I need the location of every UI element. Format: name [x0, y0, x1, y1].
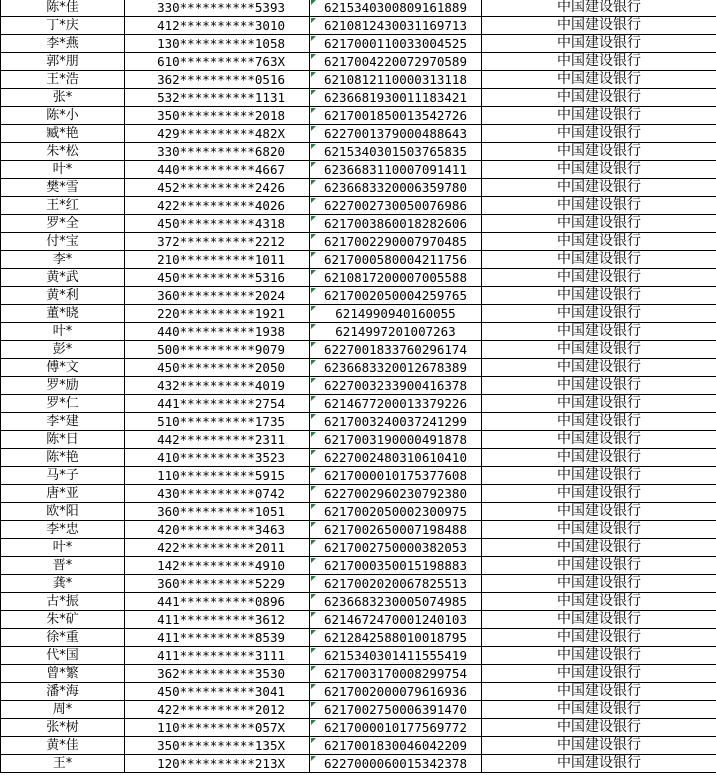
bank-name-cell[interactable]: 中国建设银行	[482, 233, 716, 251]
account-number-cell[interactable]: 6236683320012678389	[310, 359, 482, 377]
bank-name-cell[interactable]: 中国建设银行	[482, 395, 716, 413]
bank-name-cell[interactable]: 中国建设银行	[482, 53, 716, 71]
table-row	[1, 485, 716, 503]
table-row	[1, 413, 716, 431]
bank-name-cell[interactable]: 中国建设银行	[482, 503, 716, 521]
id-number-cell[interactable]: 420**********3463	[125, 521, 310, 539]
account-number-cell[interactable]: 6212842588010018795	[310, 629, 482, 647]
bank-name-cell[interactable]: 中国建设银行	[482, 359, 716, 377]
id-number-cell[interactable]: 411**********3612	[125, 611, 310, 629]
account-number-cell[interactable]: 6217003240037241299	[310, 413, 482, 431]
account-number-cell[interactable]: 6227002480310610410	[310, 449, 482, 467]
table-row	[1, 701, 716, 719]
account-number-cell[interactable]: 6217000010175377608	[310, 467, 482, 485]
bank-name-cell[interactable]: 中国建设银行	[482, 683, 716, 701]
table-row	[1, 107, 716, 125]
name-cell[interactable]: 黄*武	[1, 269, 125, 287]
account-number-cell[interactable]: 6236683110007091411	[310, 161, 482, 179]
table-row	[1, 341, 716, 359]
account-number-cell[interactable]: 6210812430031169713	[310, 17, 482, 35]
id-number-cell[interactable]: 422**********4026	[125, 197, 310, 215]
account-number-cell[interactable]: 6217003170008299754	[310, 665, 482, 683]
bank-name-cell[interactable]: 中国建设银行	[482, 377, 716, 395]
bank-name-cell[interactable]: 中国建设银行	[482, 449, 716, 467]
account-number-cell[interactable]: 6236683320006359780	[310, 179, 482, 197]
account-number-cell[interactable]: 6214997201007263	[310, 323, 482, 341]
id-number-cell[interactable]: 452**********2426	[125, 179, 310, 197]
account-number-cell[interactable]: 6217000110033004525	[310, 35, 482, 53]
id-number-cell[interactable]: 362**********3530	[125, 665, 310, 683]
bank-name-cell[interactable]: 中国建设银行	[482, 143, 716, 161]
account-number-cell[interactable]: 6215340301503765835	[310, 143, 482, 161]
bank-name-cell[interactable]: 中国建设银行	[482, 521, 716, 539]
name-cell[interactable]: 王*红	[1, 197, 125, 215]
account-number-cell[interactable]: 6227003233900416378	[310, 377, 482, 395]
table-row	[1, 125, 716, 143]
account-number-cell[interactable]: 6215340301411555419	[310, 647, 482, 665]
bank-name-cell[interactable]: 中国建设银行	[482, 179, 716, 197]
table-row	[1, 269, 716, 287]
id-number-cell[interactable]: 440**********4667	[125, 161, 310, 179]
name-cell[interactable]: 曾*繁	[1, 665, 125, 683]
table-row	[1, 161, 716, 179]
name-cell[interactable]: 陈*艳	[1, 449, 125, 467]
id-number-cell[interactable]: 130**********1058	[125, 35, 310, 53]
id-number-cell[interactable]: 360**********2024	[125, 287, 310, 305]
id-number-cell[interactable]: 450**********3041	[125, 683, 310, 701]
bank-name-cell[interactable]: 中国建设银行	[482, 413, 716, 431]
account-number-cell[interactable]: 6236681930011183421	[310, 89, 482, 107]
bank-name-cell[interactable]: 中国建设银行	[482, 737, 716, 755]
bank-name-cell[interactable]: 中国建设银行	[482, 647, 716, 665]
name-cell[interactable]: 臧*艳	[1, 125, 125, 143]
id-number-cell[interactable]: 411**********8539	[125, 629, 310, 647]
id-number-cell[interactable]: 220**********1921	[125, 305, 310, 323]
bank-name-cell[interactable]: 中国建设银行	[482, 35, 716, 53]
name-cell[interactable]: 唐*亚	[1, 485, 125, 503]
table-row	[1, 431, 716, 449]
name-cell[interactable]: 叶*	[1, 539, 125, 557]
bank-name-cell[interactable]: 中国建设银行	[482, 107, 716, 125]
bank-name-cell[interactable]: 中国建设银行	[482, 161, 716, 179]
table-row	[1, 53, 716, 71]
id-number-cell[interactable]: 350**********2018	[125, 107, 310, 125]
account-number-cell[interactable]: 6217002750006391470	[310, 701, 482, 719]
name-cell[interactable]: 傅*文	[1, 359, 125, 377]
table-row	[1, 683, 716, 701]
table-body	[1, 0, 716, 773]
table-row	[1, 197, 716, 215]
name-cell[interactable]: 朱*矿	[1, 611, 125, 629]
account-number-cell[interactable]: 6210812110000313118	[310, 71, 482, 89]
bank-name-cell[interactable]: 中国建设银行	[482, 701, 716, 719]
table-row	[1, 719, 716, 737]
name-cell[interactable]: 陈*小	[1, 107, 125, 125]
table-row	[1, 665, 716, 683]
account-number-cell[interactable]: 6227001379000488643	[310, 125, 482, 143]
table-row	[1, 233, 716, 251]
id-number-cell[interactable]: 422**********2011	[125, 539, 310, 557]
bank-name-cell[interactable]: 中国建设银行	[482, 575, 716, 593]
table-row	[1, 71, 716, 89]
account-number-cell[interactable]: 6217000580004211756	[310, 251, 482, 269]
bank-name-cell[interactable]: 中国建设银行	[482, 215, 716, 233]
id-number-cell[interactable]: 330**********5393	[125, 0, 310, 17]
table-row	[1, 17, 716, 35]
bank-name-cell[interactable]: 中国建设银行	[482, 665, 716, 683]
table-row	[1, 305, 716, 323]
id-number-cell[interactable]: 110**********5915	[125, 467, 310, 485]
id-number-cell[interactable]: 330**********6820	[125, 143, 310, 161]
id-number-cell[interactable]: 411**********3111	[125, 647, 310, 665]
account-number-cell[interactable]: 6217002290007970485	[310, 233, 482, 251]
name-cell[interactable]: 马*子	[1, 467, 125, 485]
table-row	[1, 539, 716, 557]
table-row	[1, 629, 716, 647]
name-cell[interactable]: 黄*佳	[1, 737, 125, 755]
bank-name-cell[interactable]: 中国建设银行	[482, 323, 716, 341]
table-row	[1, 575, 716, 593]
id-number-cell[interactable]: 372**********2212	[125, 233, 310, 251]
table-row	[1, 647, 716, 665]
id-number-cell[interactable]: 450**********2050	[125, 359, 310, 377]
account-number-cell[interactable]: 6217001830046042209	[310, 737, 482, 755]
id-number-cell[interactable]: 410**********3523	[125, 449, 310, 467]
table-row	[1, 611, 716, 629]
bank-name-cell[interactable]: 中国建设银行	[482, 269, 716, 287]
name-cell[interactable]: 潘*海	[1, 683, 125, 701]
name-cell[interactable]: 陈*佳	[1, 0, 125, 17]
account-number-cell[interactable]: 6227000060015342378	[310, 755, 482, 773]
name-cell[interactable]: 李*忠	[1, 521, 125, 539]
table-row	[1, 35, 716, 53]
bank-name-cell[interactable]: 中国建设银行	[482, 719, 716, 737]
id-number-cell[interactable]: 360**********1051	[125, 503, 310, 521]
id-number-cell[interactable]: 429**********482X	[125, 125, 310, 143]
name-cell[interactable]: 彭*	[1, 341, 125, 359]
name-cell[interactable]: 黄*利	[1, 287, 125, 305]
name-cell[interactable]: 罗*仁	[1, 395, 125, 413]
name-cell[interactable]: 董*晓	[1, 305, 125, 323]
account-number-cell[interactable]: 6217004220072970589	[310, 53, 482, 71]
table-row	[1, 377, 716, 395]
id-number-cell[interactable]: 120**********213X	[125, 755, 310, 773]
bank-name-cell[interactable]: 中国建设银行	[482, 629, 716, 647]
bank-name-cell[interactable]: 中国建设银行	[482, 611, 716, 629]
account-number-cell[interactable]: 6215340300809161889	[310, 0, 482, 17]
name-cell[interactable]: 丁*庆	[1, 17, 125, 35]
account-number-cell[interactable]: 6217002650007198488	[310, 521, 482, 539]
account-number-cell[interactable]: 6217001850013542726	[310, 107, 482, 125]
account-number-cell[interactable]: 6217002000079616936	[310, 683, 482, 701]
bank-name-cell[interactable]: 中国建设银行	[482, 251, 716, 269]
id-number-cell[interactable]: 432**********4019	[125, 377, 310, 395]
bank-name-cell[interactable]: 中国建设银行	[482, 17, 716, 35]
table-row	[1, 0, 716, 17]
id-number-cell[interactable]: 350**********135X	[125, 737, 310, 755]
id-number-cell[interactable]: 441**********2754	[125, 395, 310, 413]
table-row	[1, 89, 716, 107]
id-number-cell[interactable]: 450**********5316	[125, 269, 310, 287]
name-cell[interactable]: 罗*全	[1, 215, 125, 233]
bank-name-cell[interactable]: 中国建设银行	[482, 485, 716, 503]
bank-name-cell[interactable]: 中国建设银行	[482, 341, 716, 359]
name-cell[interactable]: 欧*阳	[1, 503, 125, 521]
table-row	[1, 737, 716, 755]
name-cell[interactable]: 龚*	[1, 575, 125, 593]
id-number-cell[interactable]: 440**********1938	[125, 323, 310, 341]
name-cell[interactable]: 叶*	[1, 323, 125, 341]
account-number-cell[interactable]: 6227002960230792380	[310, 485, 482, 503]
name-cell[interactable]: 古*振	[1, 593, 125, 611]
table-row	[1, 251, 716, 269]
id-number-cell[interactable]: 510**********1735	[125, 413, 310, 431]
account-number-cell[interactable]: 6217003190000491878	[310, 431, 482, 449]
id-number-cell[interactable]: 532**********1131	[125, 89, 310, 107]
id-number-cell[interactable]: 422**********2012	[125, 701, 310, 719]
bank-name-cell[interactable]: 中国建设银行	[482, 0, 716, 17]
account-number-cell[interactable]: 6217002750000382053	[310, 539, 482, 557]
table-row	[1, 557, 716, 575]
bank-name-cell[interactable]: 中国建设银行	[482, 125, 716, 143]
id-number-cell[interactable]: 362**********0516	[125, 71, 310, 89]
name-cell[interactable]: 朱*松	[1, 143, 125, 161]
name-cell[interactable]: 樊*雪	[1, 179, 125, 197]
bank-name-cell[interactable]: 中国建设银行	[482, 71, 716, 89]
table-row	[1, 503, 716, 521]
account-number-cell[interactable]: 6210817200007005588	[310, 269, 482, 287]
table-row	[1, 287, 716, 305]
bank-name-cell[interactable]: 中国建设银行	[482, 89, 716, 107]
bank-name-cell[interactable]: 中国建设银行	[482, 557, 716, 575]
bank-name-cell[interactable]: 中国建设银行	[482, 593, 716, 611]
bank-name-cell[interactable]: 中国建设银行	[482, 431, 716, 449]
name-cell[interactable]: 晋*	[1, 557, 125, 575]
name-cell[interactable]: 陈*日	[1, 431, 125, 449]
table-row	[1, 593, 716, 611]
name-cell[interactable]: 代*国	[1, 647, 125, 665]
name-cell[interactable]: 叶*	[1, 161, 125, 179]
id-number-cell[interactable]: 142**********4910	[125, 557, 310, 575]
bank-name-cell[interactable]: 中国建设银行	[482, 467, 716, 485]
name-cell[interactable]: 李*建	[1, 413, 125, 431]
name-cell[interactable]: 王*	[1, 755, 125, 773]
bank-name-cell[interactable]: 中国建设银行	[482, 287, 716, 305]
account-number-cell[interactable]: 6217002050002300975	[310, 503, 482, 521]
name-cell[interactable]: 罗*励	[1, 377, 125, 395]
account-number-cell[interactable]: 6214677200013379226	[310, 395, 482, 413]
table-row	[1, 467, 716, 485]
id-number-cell[interactable]: 210**********1011	[125, 251, 310, 269]
id-number-cell[interactable]: 500**********9079	[125, 341, 310, 359]
id-number-cell[interactable]: 441**********0896	[125, 593, 310, 611]
account-number-cell[interactable]: 6217000350015198883	[310, 557, 482, 575]
table-row	[1, 449, 716, 467]
table-row	[1, 359, 716, 377]
id-number-cell[interactable]: 412**********3010	[125, 17, 310, 35]
account-number-cell[interactable]: 6217003860018282606	[310, 215, 482, 233]
name-cell[interactable]: 王*浩	[1, 71, 125, 89]
id-number-cell[interactable]: 450**********4318	[125, 215, 310, 233]
bank-name-cell[interactable]: 中国建设银行	[482, 305, 716, 323]
table-row	[1, 143, 716, 161]
name-cell[interactable]: 李*燕	[1, 35, 125, 53]
account-number-cell[interactable]: 6214672470001240103	[310, 611, 482, 629]
table-row	[1, 215, 716, 233]
name-cell[interactable]: 周*	[1, 701, 125, 719]
account-number-cell[interactable]: 6236683230005074985	[310, 593, 482, 611]
table-row	[1, 323, 716, 341]
id-number-cell[interactable]: 430**********0742	[125, 485, 310, 503]
name-cell[interactable]: 张*树	[1, 719, 125, 737]
id-number-cell[interactable]: 360**********5229	[125, 575, 310, 593]
bank-name-cell[interactable]: 中国建设银行	[482, 539, 716, 557]
bank-name-cell[interactable]: 中国建设银行	[482, 197, 716, 215]
id-number-cell[interactable]: 610**********763X	[125, 53, 310, 71]
account-number-cell[interactable]: 6217002020067825513	[310, 575, 482, 593]
table-row	[1, 395, 716, 413]
name-cell[interactable]: 李*	[1, 251, 125, 269]
name-cell[interactable]: 徐*重	[1, 629, 125, 647]
table-row	[1, 755, 716, 773]
name-cell[interactable]: 郭*朋	[1, 53, 125, 71]
name-cell[interactable]: 付*宝	[1, 233, 125, 251]
id-number-cell[interactable]: 110**********057X	[125, 719, 310, 737]
id-number-cell[interactable]: 442**********2311	[125, 431, 310, 449]
account-number-cell[interactable]: 6217000010177569772	[310, 719, 482, 737]
account-number-cell[interactable]: 6227002730050076986	[310, 197, 482, 215]
account-number-cell[interactable]: 6217002050004259765	[310, 287, 482, 305]
bank-name-cell[interactable]: 中国建设银行	[482, 755, 716, 773]
account-number-cell[interactable]: 6214990940160055	[310, 305, 482, 323]
table-row	[1, 179, 716, 197]
table-row	[1, 521, 716, 539]
name-cell[interactable]: 张*	[1, 89, 125, 107]
account-number-cell[interactable]: 6227001833760296174	[310, 341, 482, 359]
